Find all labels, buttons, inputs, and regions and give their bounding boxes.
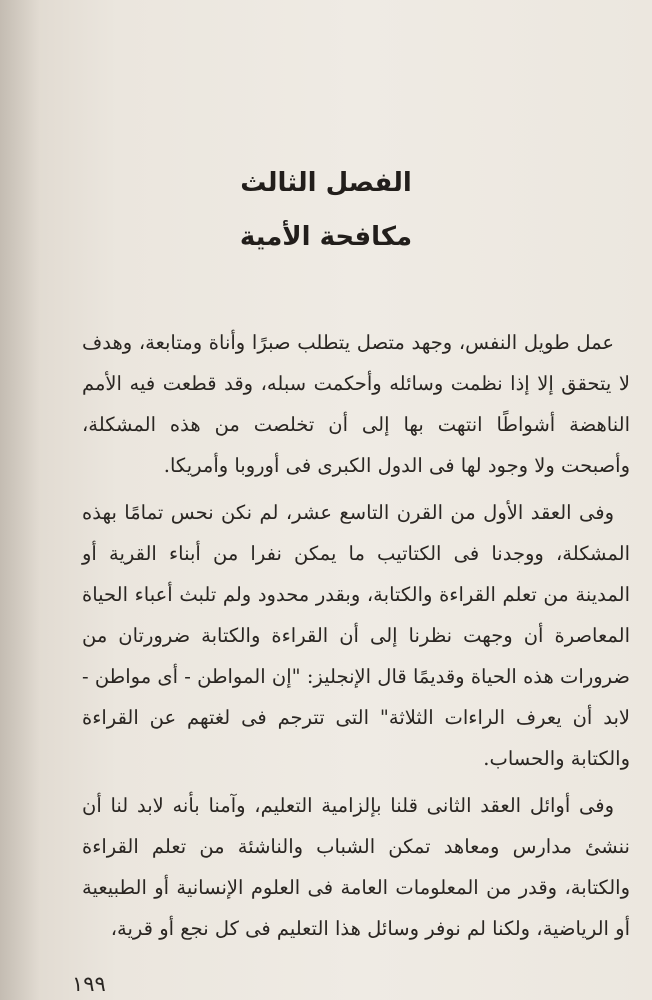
paragraph-3: وفى أوائل العقد الثانى قلنا بإلزامية التعليم، وآمنا بأنه لابد لنا أن ننشئ مدارس ومعاهد تمكن الشباب والناشئة من تعلم القراءة والكتابة، وقدر من المعلومات العامة فى العلوم الإنسانية أو الطبيعية أو الرياضية، ولكنا لم نوفر وسائل هذا التعليم فى كل نجع أو قرية، <box>82 794 630 940</box>
paragraph-1: عمل طويل النفس، وجهد متصل يتطلب صبرًا وأناة ومتابعة، وهدف لا يتحقق إلا إذا نظمت وسائله وأحكمت سبله، وقد قطعت فيه الأمم الناهضة أشواطًا انتهت بها إلى أن تخلصت من هذه المشكلة، وأصبحت ولا وجود لها فى الدول الكبرى فى أوروبا وأمريكا. <box>82 331 630 477</box>
chapter-title: الفصل الثالث <box>240 168 412 198</box>
chapter-subtitle: مكافحة الأمية <box>239 222 413 252</box>
body-text <box>82 322 630 955</box>
page-gutter-shadow <box>0 0 40 1000</box>
page-number: ١٩٩ <box>72 972 106 996</box>
paragraph-2: وفى العقد الأول من القرن التاسع عشر، لم نكن نحس تمامًا بهذه المشكلة، ووجدنا فى الكتاتيب ما يمكن نفرا من أبناء القرية أو المدينة من تعلم القراءة والكتابة، وبقدر محدود ولم تلبث أعباء الحياة المعاصرة أن وجهت نظرنا إلى أن القراءة والكتابة ضرورتان من ضرورات هذه الحياة وقديمًا قال الإنجليز: "إن المواطن - أى مواطن - لابد أن يعرف الراءات الثلاثة" التى تترجم فى لغتهم عن القراءة والكتابة والحساب. <box>82 501 630 770</box>
